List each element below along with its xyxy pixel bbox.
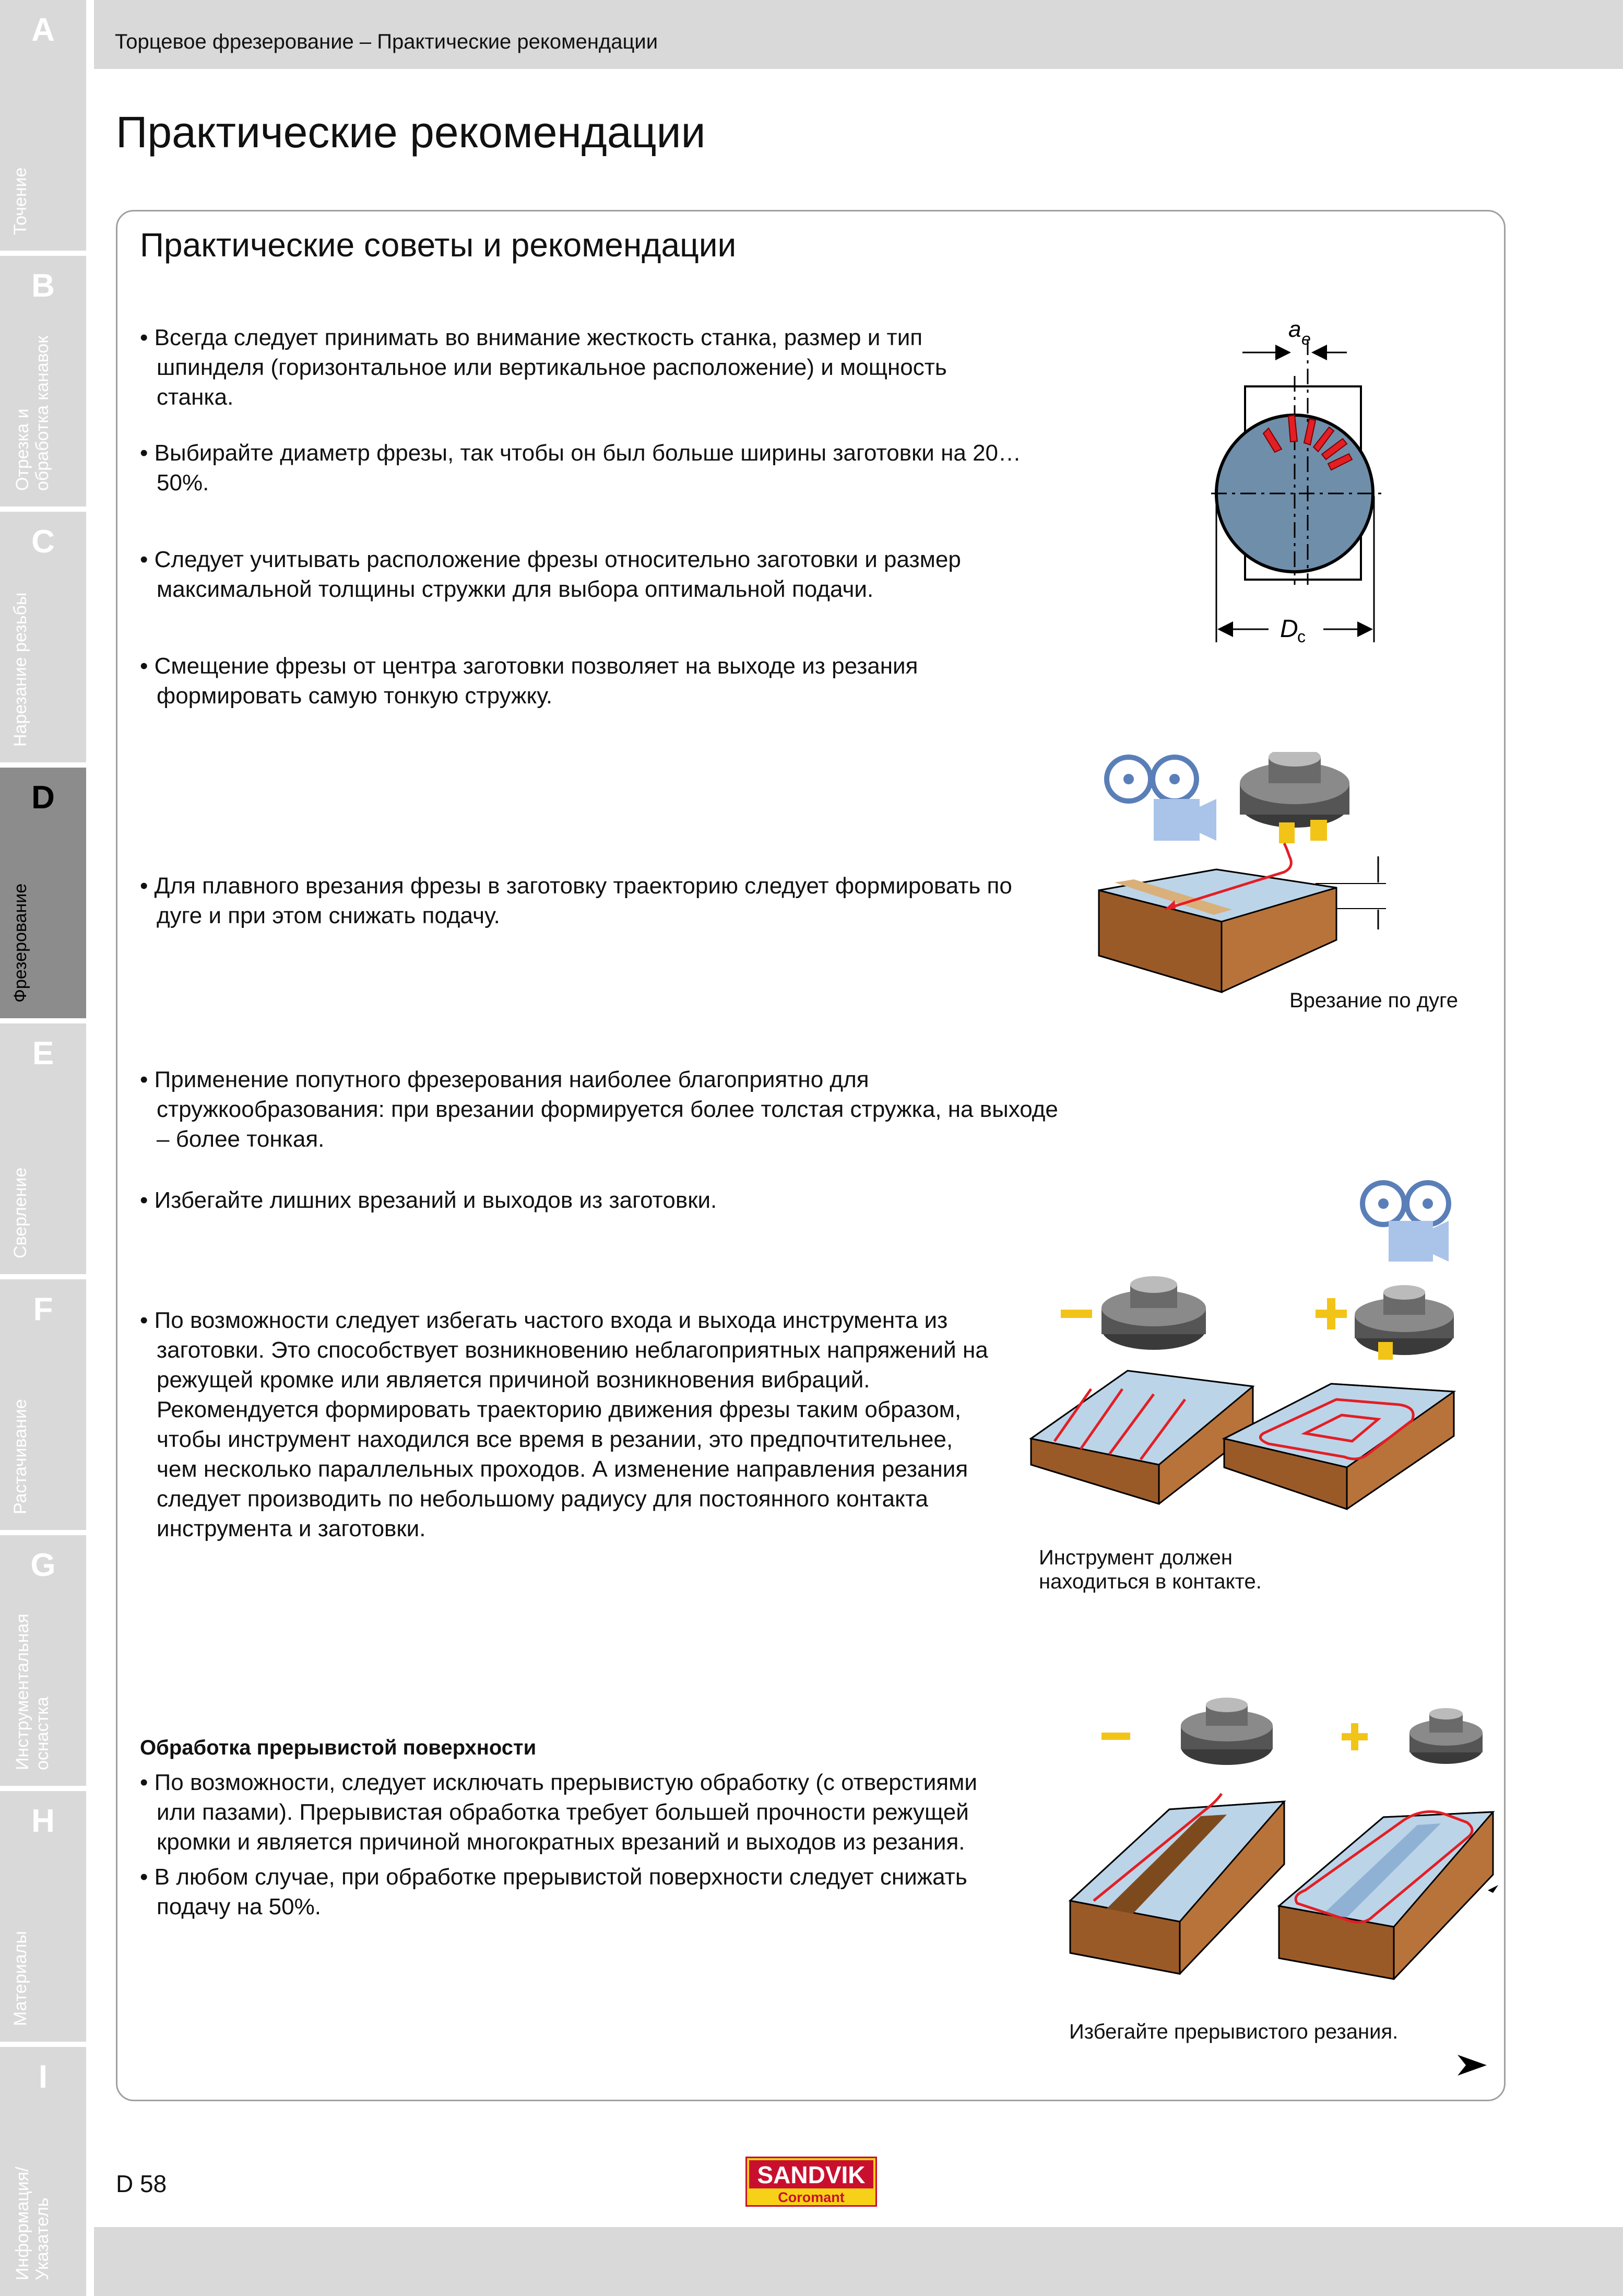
fig4-caption: Избегайте прерывистого резания. [1069, 2020, 1399, 2043]
tips-group-2 [140, 871, 1064, 931]
milling-cutter [1101, 1276, 1206, 1350]
tab-label: Точение [10, 167, 30, 235]
tab-label: Информация/ Указатель [13, 2167, 52, 2280]
milling-cutter [1240, 752, 1349, 843]
tip-item: • Для плавного врезания фрезы в заготовку траекторию следует формировать по дуге и при этом снижать подачу. [140, 873, 1012, 928]
page-number: D 58 [116, 2170, 167, 2197]
fig2-caption: Врезание по дуге [1289, 989, 1458, 1012]
tab-label: Нарезание резьбы [10, 592, 30, 747]
tab-letter: D [31, 780, 55, 816]
card-title: Практические советы и рекомендации [140, 226, 737, 264]
logo-text-bottom: Coromant [778, 2189, 845, 2205]
fig3-caption: Инструмент должен находиться в контакте. [1039, 1546, 1262, 1593]
tab-c[interactable] [0, 512, 86, 762]
breadcrumb: Торцевое фрезерование – Практические рекомендации [115, 30, 658, 53]
tips-group-3 [140, 1065, 1064, 1215]
tip-item: • Всегда следует принимать во внимание жесткость станка, размер и тип шпинделя (горизонтальное или вертикальное расположение) и мощность станка. [140, 325, 947, 410]
tab-g[interactable] [0, 1535, 86, 1786]
ae-label-sub: e [1301, 329, 1311, 348]
tab-b[interactable] [0, 256, 86, 507]
tab-f[interactable] [0, 1279, 86, 1530]
tab-i[interactable] [0, 2047, 86, 2296]
tab-h[interactable] [0, 1791, 86, 2042]
tab-a[interactable] [0, 0, 86, 251]
page-title: Практические рекомендации [116, 108, 706, 157]
tab-label: Растачивание [10, 1399, 30, 1514]
tab-d[interactable] [0, 768, 86, 1018]
tip-item: • Избегайте лишних врезаний и выходов из заготовки. [140, 1187, 717, 1213]
next-page-arrow-icon[interactable] [1456, 2052, 1488, 2078]
tab-label: Инструментальная оснастка [13, 1614, 52, 1770]
tips-group-1 [140, 323, 1027, 711]
ae-label: a [1288, 316, 1301, 342]
milling-cutter [1355, 1285, 1454, 1360]
tab-label: Сверление [10, 1167, 30, 1258]
figure-cutter-position [1190, 308, 1409, 653]
sandvik-logo [745, 2157, 877, 2207]
tab-label: Отрезка и обработка канавок [13, 335, 52, 491]
logo-text-top: SANDVIK [749, 2160, 873, 2188]
header-bar [94, 0, 1623, 69]
tip-item: • По возможности, следует исключать прерывистую обработку (с отверстиями или пазами). Прерывистая обработка требует большей прочности режущей кромки и является причиной многократных врезаний и выходов из резания. [140, 1770, 977, 1855]
video-icon[interactable] [1107, 757, 1216, 841]
tip-item: • В любом случае, при обработке прерывистой поверхности следует снижать подачу на 50%. [140, 1864, 967, 1920]
tab-letter: E [32, 1035, 54, 1072]
tab-letter: I [38, 2059, 48, 2095]
tip-item: • Следует учитывать расположение фрезы относительно заготовки и размер максимальной толщины стружки для выбора оптимальной подачи. [140, 547, 961, 602]
tip-item: • По возможности следует избегать частого входа и выхода инструмента из заготовки. Это способствует возникновению неблагоприятных напряжений на режущей кромке или является причиной возникновения вибраций. Рекомендуется формировать траекторию движения фрезы таким образом, чтобы инструмент находился все время в резании, это предпочтительнее, чем несколько параллельных проходов. А изменение направления резания следует производить по небольшому радиусу для постоянного контакта инструмента и заготовки. [140, 1308, 988, 1541]
tip-item: • Выбирайте диаметр фрезы, так чтобы он был больше ширины заготовки на 20…50%. [140, 440, 1022, 496]
tips-group-5 [140, 1768, 1022, 1922]
section-tabs [0, 0, 86, 2296]
tab-e[interactable] [0, 1023, 86, 1274]
figure-interrupted-cut [1060, 1681, 1503, 2005]
dc-label: D [1280, 615, 1298, 643]
tab-label: Материалы [10, 1930, 30, 2026]
milling-cutter [1181, 1698, 1273, 1765]
dc-label-sub: c [1297, 627, 1306, 646]
video-icon[interactable] [1363, 1183, 1449, 1262]
tab-label: Фрезерование [10, 883, 30, 1003]
tips-group-4 [140, 1305, 996, 1544]
figure-tool-path [1023, 1170, 1483, 1556]
section-subheading: Обработка прерывистой поверхности [140, 1736, 537, 1759]
tab-letter: B [31, 268, 55, 304]
tab-letter: H [31, 1803, 55, 1839]
tip-item: • Применение попутного фрезерования наиболее благоприятно для стружкообразования: при врезании формируется более толстая стружка, на выходе – более тонкая. [140, 1067, 1058, 1152]
tab-letter: F [33, 1291, 53, 1327]
footer-bar [94, 2227, 1623, 2296]
tab-letter: G [30, 1547, 56, 1583]
milling-cutter [1409, 1708, 1483, 1764]
tab-letter: A [31, 12, 55, 48]
tip-item: • Смещение фрезы от центра заготовки позволяет на выходе из резания формировать самую тонкую стружку. [140, 653, 918, 709]
tab-letter: C [31, 524, 55, 560]
